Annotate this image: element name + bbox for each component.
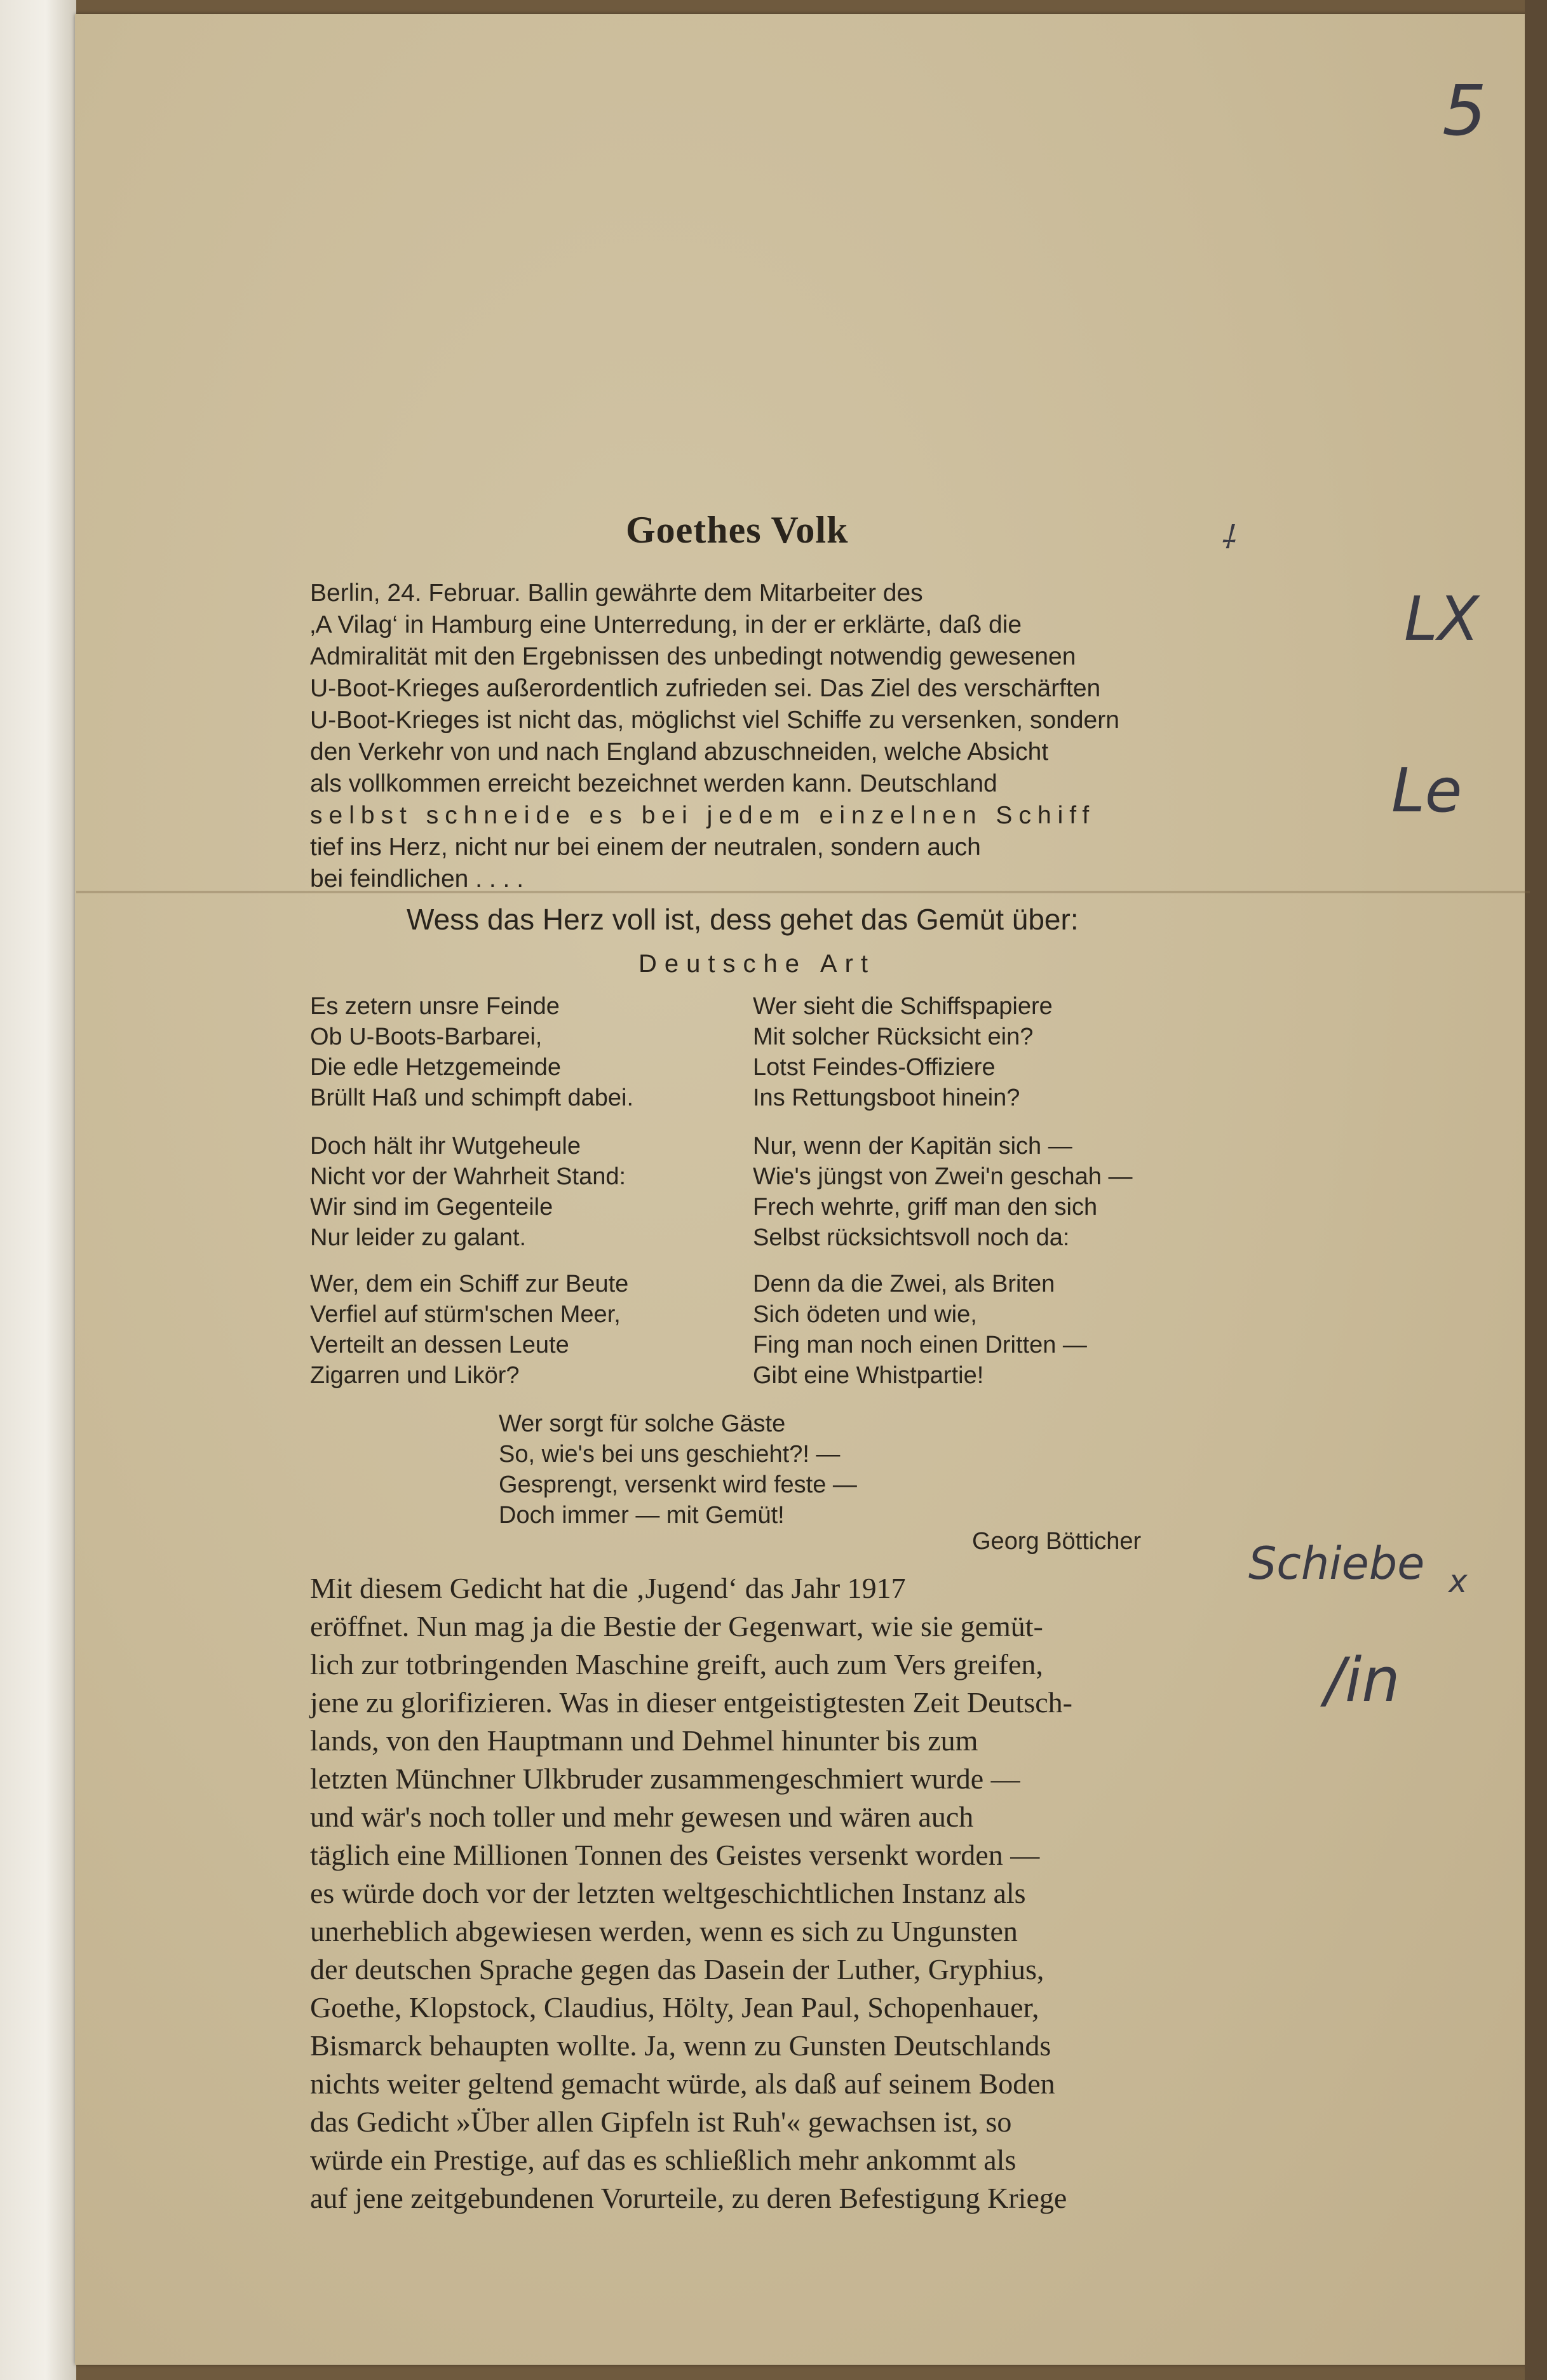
poem-right-s1-l3: Lotst Feindes-Offiziere <box>753 1054 996 1081</box>
poem-left-s3-l1: Wer, dem ein Schiff zur Beute <box>310 1271 629 1297</box>
essay-line-9: es würde doch vor der letzten weltgeschichtlichen Instanz als <box>310 1877 1026 1909</box>
poem-left-s1-l2: Ob U-Boots-Barbarei, <box>310 1024 543 1050</box>
news-line-3: Admiralität mit den Ergebnissen des unbedingt notwendig gewesenen <box>310 643 1076 670</box>
page-number: 5 <box>1442 70 1487 151</box>
margin-note-sch: Schiebe <box>1248 1538 1425 1590</box>
news-line-6: den Verkehr von und nach England abzuschneiden, welche Absicht <box>310 738 1049 766</box>
poem-right-s1-l4: Ins Rettungsboot hinein? <box>753 1085 1020 1111</box>
poem-right-s2-l4: Selbst rücksichtsvoll noch da: <box>753 1224 1070 1251</box>
poem-right-s3-l2: Sich ödeten und wie, <box>753 1301 977 1328</box>
essay-line-10: unerheblich abgewiesen werden, wenn es sich zu Ungunsten <box>310 1915 1018 1947</box>
news-line-10: bei feindlichen . . . . <box>310 865 524 893</box>
poem-final-l4: Doch immer — mit Gemüt! <box>499 1502 785 1529</box>
poem-left-s1-l1: Es zetern unsre Feinde <box>310 993 560 1020</box>
poem-left-s3-l4: Zigarren und Likör? <box>310 1362 520 1389</box>
essay-line-15: das Gedicht »Über allen Gipfeln ist Ruh'« gewachsen ist, so <box>310 2106 1012 2138</box>
title-margin-mark: ⸸ <box>1220 519 1235 556</box>
right-edge-shadow <box>1525 0 1547 2380</box>
essay-line-13: Bismarck behaupten wollte. Ja, wenn zu Gunsten Deutschlands <box>310 2029 1051 2062</box>
poem-epigraph: Wess das Herz voll ist, dess gehet das Gemüt über: <box>407 903 1079 936</box>
poem-final-l2: So, wie's bei uns geschieht?! — <box>499 1441 841 1468</box>
poem-left-s2-l2: Nicht vor der Wahrheit Stand: <box>310 1163 626 1190</box>
news-line-4: U-Boot-Krieges außerordentlich zufrieden sei. Das Ziel des verschärften <box>310 675 1101 702</box>
news-line-2: ‚A Vilag‘ in Hamburg eine Unterredung, in der er erklärte, daß die <box>310 611 1022 639</box>
essay-line-14: nichts weiter geltend gemacht würde, als daß auf seinem Boden <box>310 2067 1055 2100</box>
poem-left-s2-l3: Wir sind im Gegenteile <box>310 1194 553 1220</box>
margin-note-in: /in <box>1325 1646 1400 1715</box>
news-line-5: U-Boot-Krieges ist nicht das, möglichst viel Schiffe zu versenken, sondern <box>310 707 1119 734</box>
poem-right-s1-l1: Wer sieht die Schiffspapiere <box>753 993 1053 1020</box>
essay-line-6: letzten Münchner Ulkbruder zusammengeschmiert wurde — <box>310 1762 1020 1795</box>
essay-line-8: täglich eine Millionen Tonnen des Geistes versenkt worden — <box>310 1839 1040 1871</box>
poem-final-l3: Gesprengt, versenkt wird feste — <box>499 1471 857 1498</box>
essay-line-11: der deutschen Sprache gegen das Dasein der Luther, Gryphius, <box>310 1953 1044 1985</box>
essay-line-12: Goethe, Klopstock, Claudius, Hölty, Jean Paul, Schopenhauer, <box>310 1991 1039 2024</box>
poem-right-s3-l3: Fing man noch einen Dritten — <box>753 1332 1087 1358</box>
poem-left-s2-l4: Nur leider zu galant. <box>310 1224 527 1251</box>
poem-right-s3-l1: Denn da die Zwei, als Briten <box>753 1271 1055 1297</box>
news-line-7: als vollkommen erreicht bezeichnet werden kann. Deutschland <box>310 770 997 797</box>
essay-line-17: auf jene zeitgebundenen Vorurteile, zu deren Befestigung Kriege <box>310 2182 1067 2214</box>
margin-note-x: x <box>1449 1563 1468 1600</box>
poem-right-s2-l3: Frech wehrte, griff man den sich <box>753 1194 1098 1220</box>
essay-line-2: eröffnet. Nun mag ja die Bestie der Gegenwart, wie sie gemüt- <box>310 1610 1043 1642</box>
poem-left-s1-l4: Brüllt Haß und schimpft dabei. <box>310 1085 634 1111</box>
news-line-9: tief ins Herz, nicht nur bei einem der neutralen, sondern auch <box>310 834 981 861</box>
news-line-8: selbst schneide es bei jedem einzelnen Schiff <box>310 802 1096 829</box>
essay-line-1: Mit diesem Gedicht hat die ‚Jugend‘ das Jahr 1917 <box>310 1572 906 1604</box>
poem-right-s3-l4: Gibt eine Whistpartie! <box>753 1362 984 1389</box>
poem-left-s1-l3: Die edle Hetzgemeinde <box>310 1054 562 1081</box>
essay-line-4: jene zu glorifizieren. Was in dieser entgeistigtesten Zeit Deutsch- <box>310 1686 1072 1719</box>
left-binding-strip <box>0 0 76 2380</box>
essay-line-16: würde ein Prestige, auf das es schließlich mehr ankommt als <box>310 2144 1017 2176</box>
poem-left-s3-l3: Verteilt an dessen Leute <box>310 1332 569 1358</box>
poem-right-s2-l2: Wie's jüngst von Zwei'n geschah — <box>753 1163 1133 1190</box>
margin-note-le: Le <box>1391 756 1463 826</box>
margin-note-lx: LX <box>1404 585 1480 654</box>
poem-left-s3-l2: Verfiel auf stürm'schen Meer, <box>310 1301 621 1328</box>
poem-right-s1-l2: Mit solcher Rücksicht ein? <box>753 1024 1034 1050</box>
paper-fold-line <box>76 891 1530 893</box>
poem-right-s2-l1: Nur, wenn der Kapitän sich — <box>753 1133 1072 1160</box>
essay-line-5: lands, von den Hauptmann und Dehmel hinunter bis zum <box>310 1724 978 1757</box>
news-line-1: Berlin, 24. Februar. Ballin gewährte dem Mitarbeiter des <box>310 579 923 607</box>
poem-title: Deutsche Art <box>638 950 876 978</box>
essay-line-7: und wär's noch toller und mehr gewesen und wären auch <box>310 1801 974 1833</box>
essay-line-3: lich zur totbringenden Maschine greift, auch zum Vers greifen, <box>310 1648 1043 1680</box>
poem-final-l1: Wer sorgt für solche Gäste <box>499 1410 786 1437</box>
poem-author: Georg Bötticher <box>972 1528 1142 1555</box>
poem-left-s2-l1: Doch hält ihr Wutgeheule <box>310 1133 581 1160</box>
article-title: Goethes Volk <box>626 509 849 551</box>
